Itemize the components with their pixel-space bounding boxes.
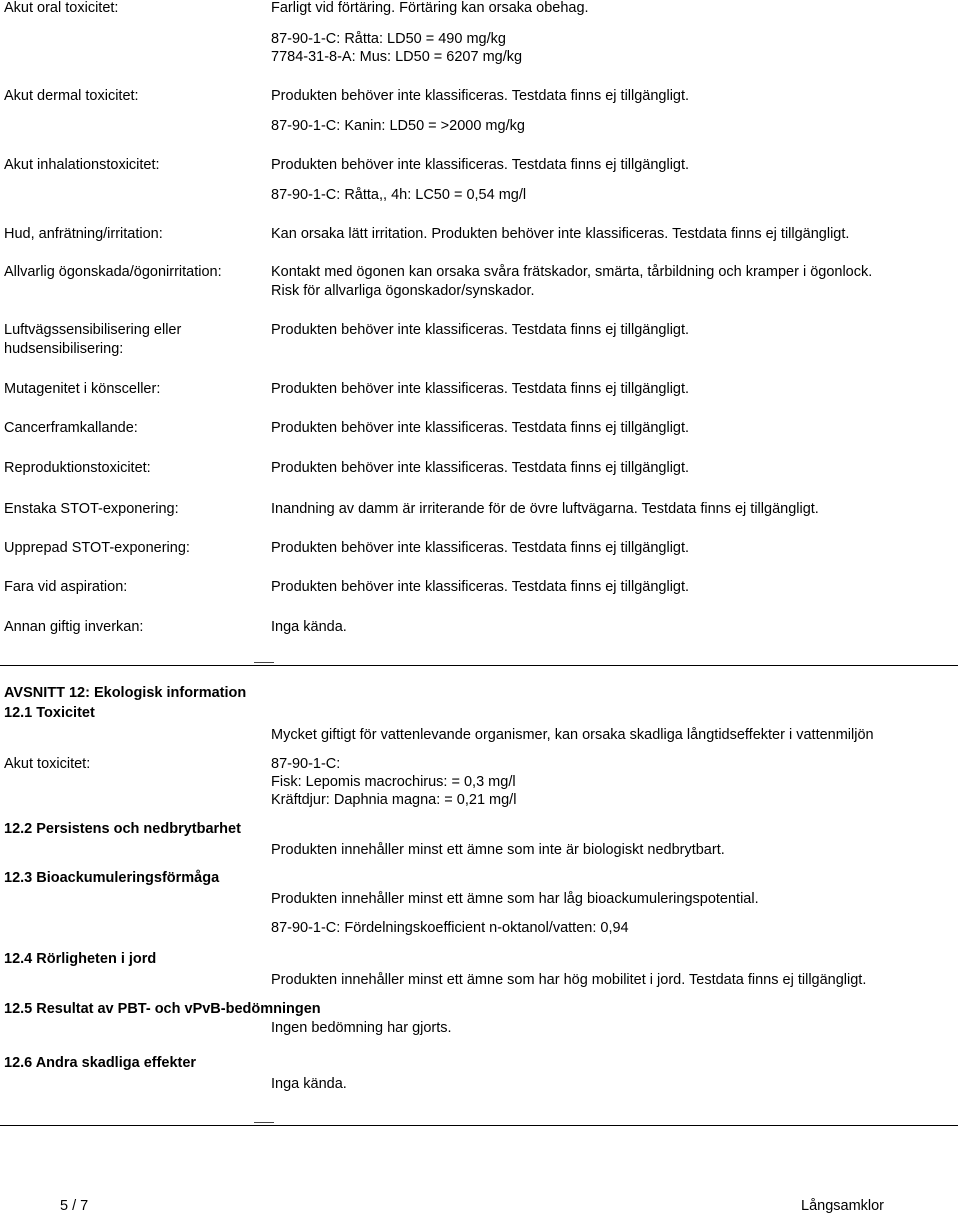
label-carcinogenicity: Cancerframkallande:	[4, 420, 138, 436]
label-skin-corrosion: Hud, anfrätning/irritation:	[4, 226, 163, 242]
product-name: Långsamklor	[801, 1198, 885, 1214]
label-acute-toxicity: Akut toxicitet:	[4, 756, 91, 772]
value-acute-dermal-1: Produkten behöver inte klassificeras. Testdata finns ej tillgängligt.	[271, 88, 690, 104]
label-eye-damage: Allvarlig ögonskada/ögonirritation:	[4, 264, 222, 280]
page-number: 5 / 7	[60, 1198, 89, 1214]
subsection-12-6-title: 12.6 Andra skadliga effekter	[4, 1055, 197, 1071]
value-acute-inhalation-1: Produkten behöver inte klassificeras. Testdata finns ej tillgängligt.	[271, 157, 690, 173]
label-sensitisation-2: hudsensibilisering:	[4, 341, 124, 357]
value-stot-repeated: Produkten behöver inte klassificeras. Testdata finns ej tillgängligt.	[271, 540, 690, 556]
label-stot-single: Enstaka STOT-exponering:	[4, 501, 179, 517]
value-reproductive-toxicity: Produkten behöver inte klassificeras. Testdata finns ej tillgängligt.	[271, 460, 690, 476]
subsection-12-6-text: Inga kända.	[271, 1076, 347, 1092]
subsection-12-3-title: 12.3 Bioackumuleringsförmåga	[4, 870, 220, 886]
value-eye-damage-2: Risk för allvarliga ögonskador/synskador.	[271, 283, 535, 299]
subsection-12-2-text: Produkten innehåller minst ett ämne som inte är biologiskt nedbrytbart.	[271, 842, 725, 858]
value-aspiration: Produkten behöver inte klassificeras. Testdata finns ej tillgängligt.	[271, 579, 690, 595]
label-stot-repeated: Upprepad STOT-exponering:	[4, 540, 190, 556]
subsection-12-4-title: 12.4 Rörligheten i jord	[4, 951, 157, 967]
subsection-12-2-title: 12.2 Persistens och nedbrytbarhet	[4, 821, 241, 837]
value-mutagenicity: Produkten behöver inte klassificeras. Testdata finns ej tillgängligt.	[271, 381, 690, 397]
value-stot-single: Inandning av damm är irriterande för de övre luftvägarna. Testdata finns ej tillgängligt.	[271, 501, 819, 517]
value-acute-toxicity-3: Kräftdjur: Daphnia magna: = 0,21 mg/l	[271, 792, 517, 808]
divider-mark-top	[254, 662, 274, 663]
label-acute-inhalation: Akut inhalationstoxicitet:	[4, 157, 160, 173]
value-sensitisation: Produkten behöver inte klassificeras. Testdata finns ej tillgängligt.	[271, 322, 690, 338]
label-sensitisation-1: Luftvägssensibilisering eller	[4, 322, 182, 338]
label-other-toxic-effects: Annan giftig inverkan:	[4, 619, 144, 635]
divider-mark-bottom	[254, 1122, 274, 1123]
subsection-12-5-text: Ingen bedömning har gjorts.	[271, 1020, 452, 1036]
value-acute-toxicity-2: Fisk: Lepomis macrochirus: = 0,3 mg/l	[271, 774, 516, 790]
section-divider-bottom	[0, 1125, 958, 1126]
subsection-12-3-text-1: Produkten innehåller minst ett ämne som har låg bioackumuleringspotential.	[271, 891, 759, 907]
label-mutagenicity: Mutagenitet i könsceller:	[4, 381, 161, 397]
value-acute-oral-2: 87-90-1-C: Råtta: LD50 = 490 mg/kg	[271, 31, 506, 47]
value-skin-corrosion: Kan orsaka lätt irritation. Produkten behöver inte klassificeras. Testdata finns ej tillgängligt.	[271, 226, 850, 242]
label-aspiration: Fara vid aspiration:	[4, 579, 128, 595]
value-carcinogenicity: Produkten behöver inte klassificeras. Testdata finns ej tillgängligt.	[271, 420, 690, 436]
label-acute-dermal: Akut dermal toxicitet:	[4, 88, 139, 104]
value-acute-oral-3: 7784-31-8-A: Mus: LD50 = 6207 mg/kg	[271, 49, 523, 65]
section-divider-top	[0, 665, 958, 666]
subsection-12-1-title: 12.1 Toxicitet	[4, 705, 95, 721]
value-acute-dermal-2: 87-90-1-C: Kanin: LD50 = >2000 mg/kg	[271, 118, 525, 134]
value-acute-toxicity-1: 87-90-1-C:	[271, 756, 341, 772]
value-eye-damage-1: Kontakt med ögonen kan orsaka svåra frätskador, smärta, tårbildning och kramper i ögonlock.	[271, 264, 873, 280]
value-acute-oral-1: Farligt vid förtäring. Förtäring kan orsaka obehag.	[271, 0, 589, 16]
value-other-toxic-effects: Inga kända.	[271, 619, 347, 635]
subsection-12-3-text-2: 87-90-1-C: Fördelningskoefficient n-oktanol/vatten: 0,94	[271, 920, 629, 936]
label-reproductive-toxicity: Reproduktionstoxicitet:	[4, 460, 151, 476]
subsection-12-4-text: Produkten innehåller minst ett ämne som har hög mobilitet i jord. Testdata finns ej tillgängligt.	[271, 972, 867, 988]
subsection-12-1-text: Mycket giftigt för vattenlevande organismer, kan orsaka skadliga långtidseffekter i vattenmiljön	[271, 727, 874, 743]
label-acute-oral: Akut oral toxicitet:	[4, 0, 119, 16]
subsection-12-5-title: 12.5 Resultat av PBT- och vPvB-bedömningen	[4, 1001, 321, 1017]
section-12-title: AVSNITT 12: Ekologisk information	[4, 685, 247, 701]
value-acute-inhalation-2: 87-90-1-C: Råtta,, 4h: LC50 = 0,54 mg/l	[271, 187, 527, 203]
